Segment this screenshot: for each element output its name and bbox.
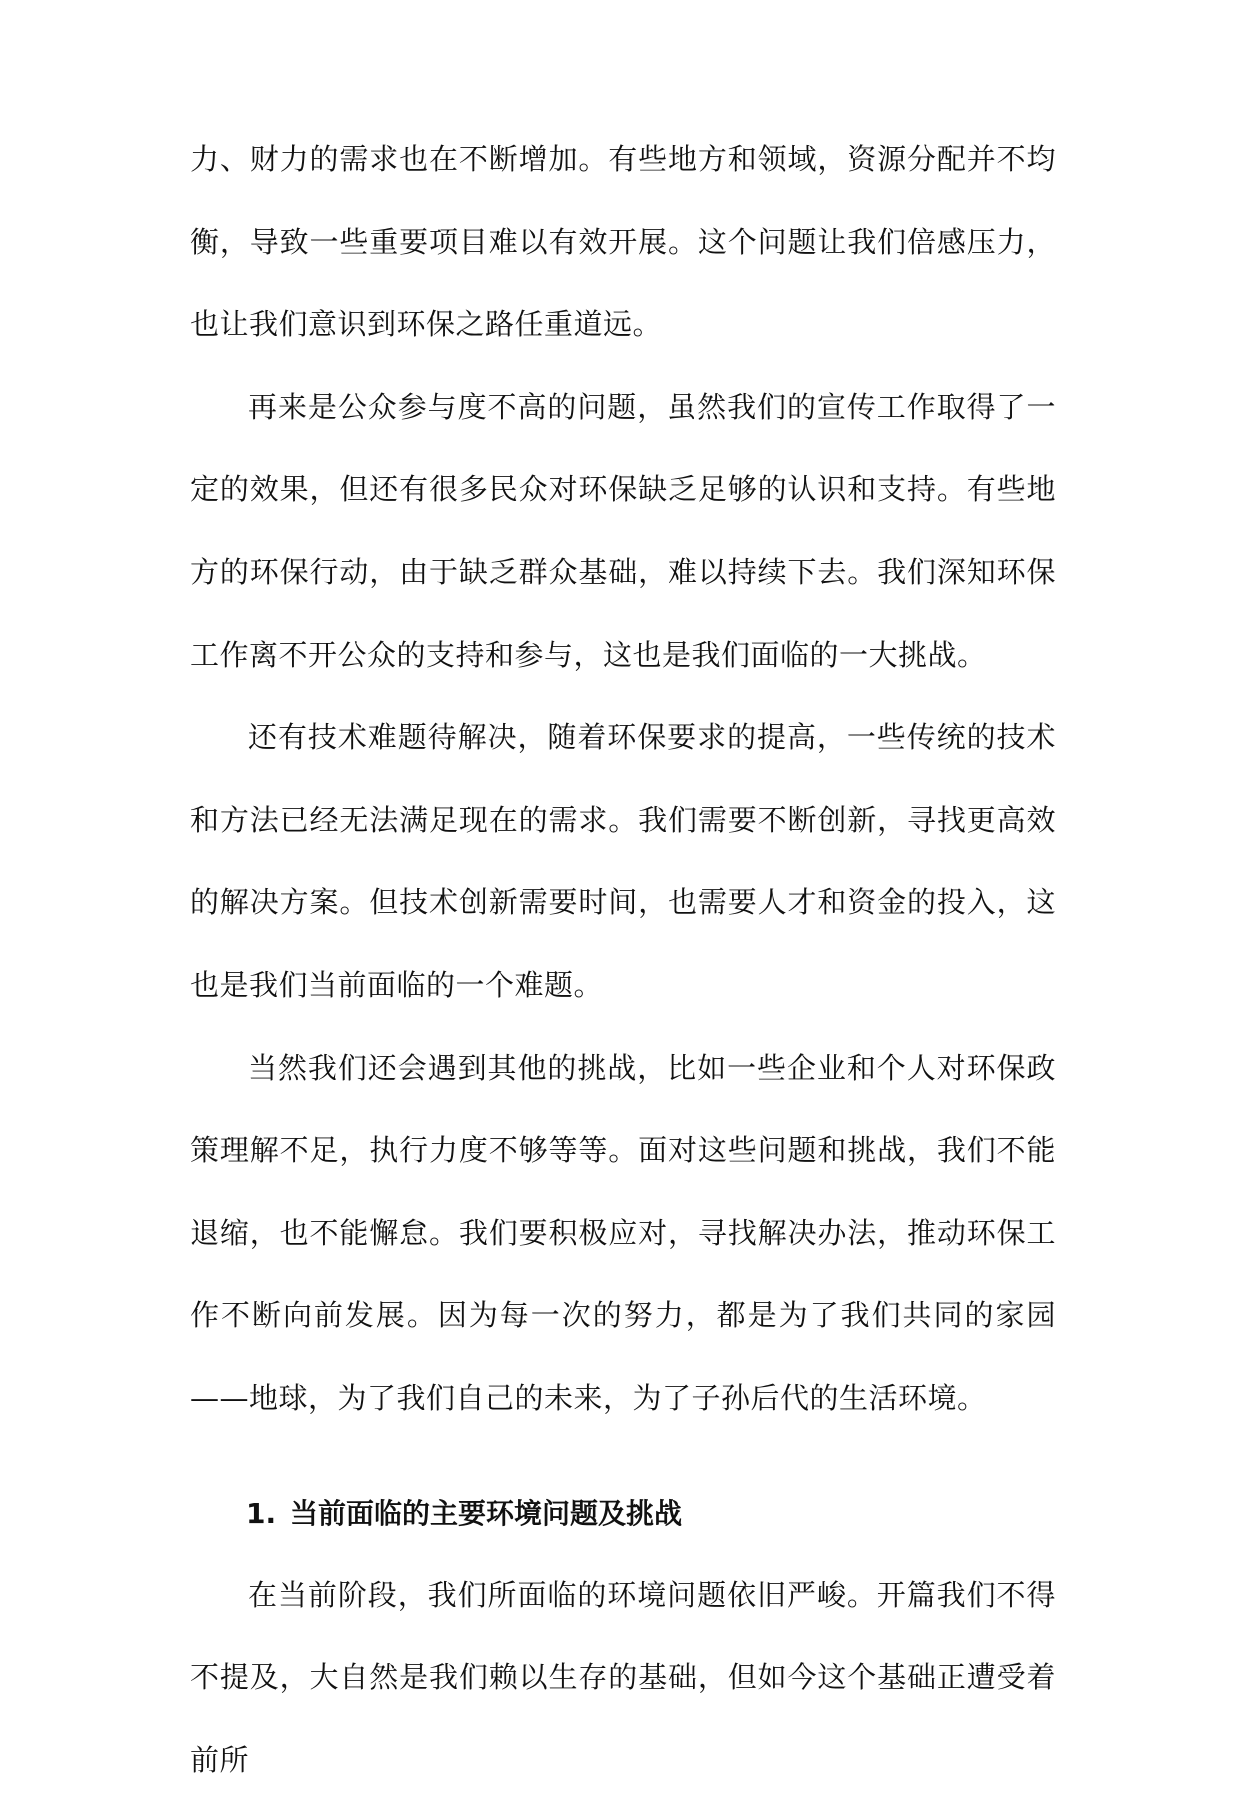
- section-heading-number: 1.: [246, 1474, 290, 1554]
- paragraph-technical-challenges: 还有技术难题待解决，随着环保要求的提高，一些传统的技术和方法已经无法满足现在的需求。我们需要不断创新，寻找更高效的解决方案。但技术创新需要时间，也需要人才和资金的投入，这也是我们当前面临的一个难题。: [190, 696, 1056, 1026]
- page-content: [190, 118, 1056, 1801]
- section-heading: [190, 1474, 1056, 1554]
- paragraph-other-challenges: 当然我们还会遇到其他的挑战，比如一些企业和个人对环保政策理解不足，执行力度不够等等。面对这些问题和挑战，我们不能退缩，也不能懈怠。我们要积极应对，寻找解决办法，推动环保工作不断向前发展。因为每一次的努力，都是为了我们共同的家园——地球，为了我们自己的未来，为了子孙后代的生活环境。: [190, 1027, 1056, 1440]
- paragraph-resource-allocation: 力、财力的需求也在不断增加。有些地方和领域，资源分配并不均衡，导致一些重要项目难以有效开展。这个问题让我们倍感压力，也让我们意识到环保之路任重道远。: [190, 118, 1056, 366]
- section-heading-title: 当前面临的主要环境问题及挑战: [290, 1497, 682, 1530]
- paragraph-public-participation: 再来是公众参与度不高的问题，虽然我们的宣传工作取得了一定的效果，但还有很多民众对环保缺乏足够的认识和支持。有些地方的环保行动，由于缺乏群众基础，难以持续下去。我们深知环保工作离不开公众的支持和参与，这也是我们面临的一大挑战。: [190, 366, 1056, 696]
- paragraph-current-issues: 在当前阶段，我们所面临的环境问题依旧严峻。开篇我们不得不提及，大自然是我们赖以生存的基础，但如今这个基础正遭受着前所: [190, 1554, 1056, 1801]
